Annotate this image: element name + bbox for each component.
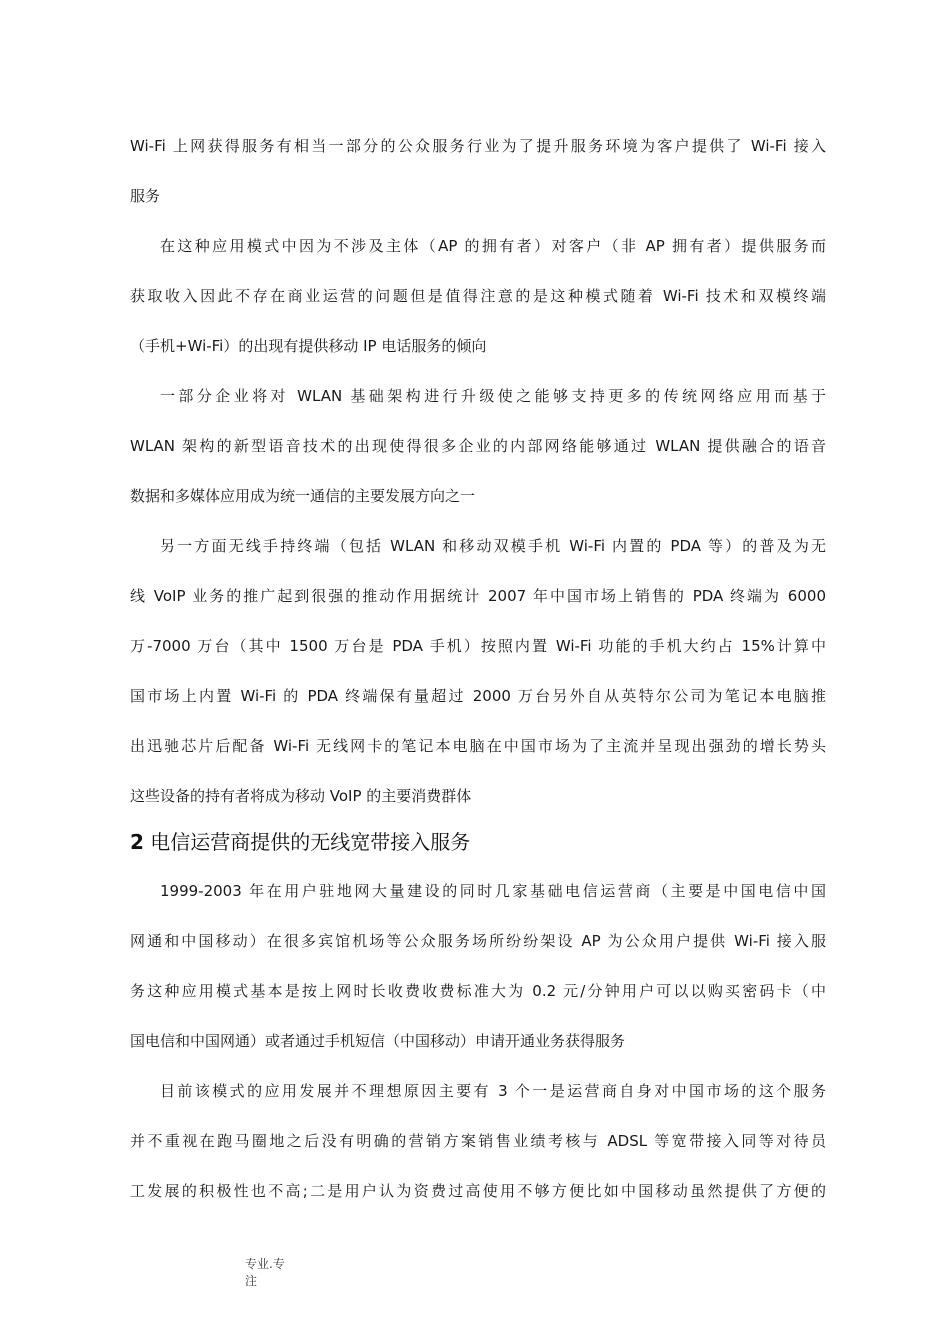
text-line: 目前该模式的应用发展并不理想原因主要有 3 个一是运营商自身对中国市场的这个服务 [160, 1082, 826, 1100]
text-line: 一部分企业将对 WLAN 基础架构进行升级使之能够支持更多的传统网络应用而基于 [160, 387, 826, 405]
text-line: 网通和中国移动）在很多宾馆机场等公众服务场所纷纷架设 AP 为公众用户提供 Wi-Fi 接入服 [130, 932, 826, 950]
footer-line: 专业.专 [245, 1257, 285, 1271]
text-line: 服务 [130, 187, 161, 205]
text-line: 这些设备的持有者将成为移动 VoIP 的主要消费群体 [130, 787, 472, 805]
text-line: 工发展的积极性也不高;二是用户认为资费过高使用不够方便比如中国移动虽然提供了方便的 [130, 1182, 826, 1200]
section-number: 2 [130, 830, 144, 854]
text-line: 线 VoIP 业务的推广起到很强的推动作用据统计 2007 年中国市场上销售的 PDA 终端为 6000 [130, 587, 826, 605]
footer-line: 注 [245, 1274, 258, 1288]
text-line: 数据和多媒体应用成为统一通信的主要发展方向之一 [130, 487, 476, 505]
text-line: 在这种应用模式中因为不涉及主体（AP 的拥有者）对客户（非 AP 拥有者）提供服务而 [160, 237, 826, 255]
text-line: （手机+Wi-Fi）的出现有提供移动 IP 电话服务的倾向 [130, 337, 487, 355]
text-line: 务这种应用模式基本是按上网时长收费收费标准大为 0.2 元/分钟用户可以以购买密码卡（中 [130, 982, 826, 1000]
text-line: WLAN 架构的新型语音技术的出现使得很多企业的内部网络能够通过 WLAN 提供融合的语音 [130, 437, 826, 455]
text-line: Wi-Fi 上网获得服务有相当一部分的公众服务行业为了提升服务环境为客户提供了 Wi-Fi 接入 [130, 137, 826, 155]
text-line: 获取收入因此不存在商业运营的问题但是值得注意的是这种模式随着 Wi-Fi 技术和双模终端 [130, 287, 826, 305]
text-line: 出迅驰芯片后配备 Wi-Fi 无线网卡的笔记本电脑在中国市场为了主流并呈现出强劲的增长势头 [130, 737, 826, 755]
text-line: 国电信和中国网通）或者通过手机短信（中国移动）申请开通业务获得服务 [130, 1032, 626, 1050]
text-line: 万-7000 万台（其中 1500 万台是 PDA 手机）按照内置 Wi-Fi 功能的手机大约占 15%计算中 [130, 637, 826, 655]
text-line: 另一方面无线手持终端（包括 WLAN 和移动双模手机 Wi-Fi 内置的 PDA 等）的普及为无 [160, 537, 826, 555]
section-title: 电信运营商提供的无线宽带接入服务 [150, 830, 471, 854]
text-line: 并不重视在跑马圈地之后没有明确的营销方案销售业绩考核与 ADSL 等宽带接入同等对待员 [130, 1132, 826, 1150]
text-line: 1999-2003 年在用户驻地网大量建设的同时几家基础电信运营商（主要是中国电信中国 [160, 882, 826, 900]
page-footer [245, 1256, 285, 1290]
section-heading [130, 829, 470, 855]
text-line: 国市场上内置 Wi-Fi 的 PDA 终端保有量超过 2000 万台另外自从英特尔公司为笔记本电脑推 [130, 687, 826, 705]
